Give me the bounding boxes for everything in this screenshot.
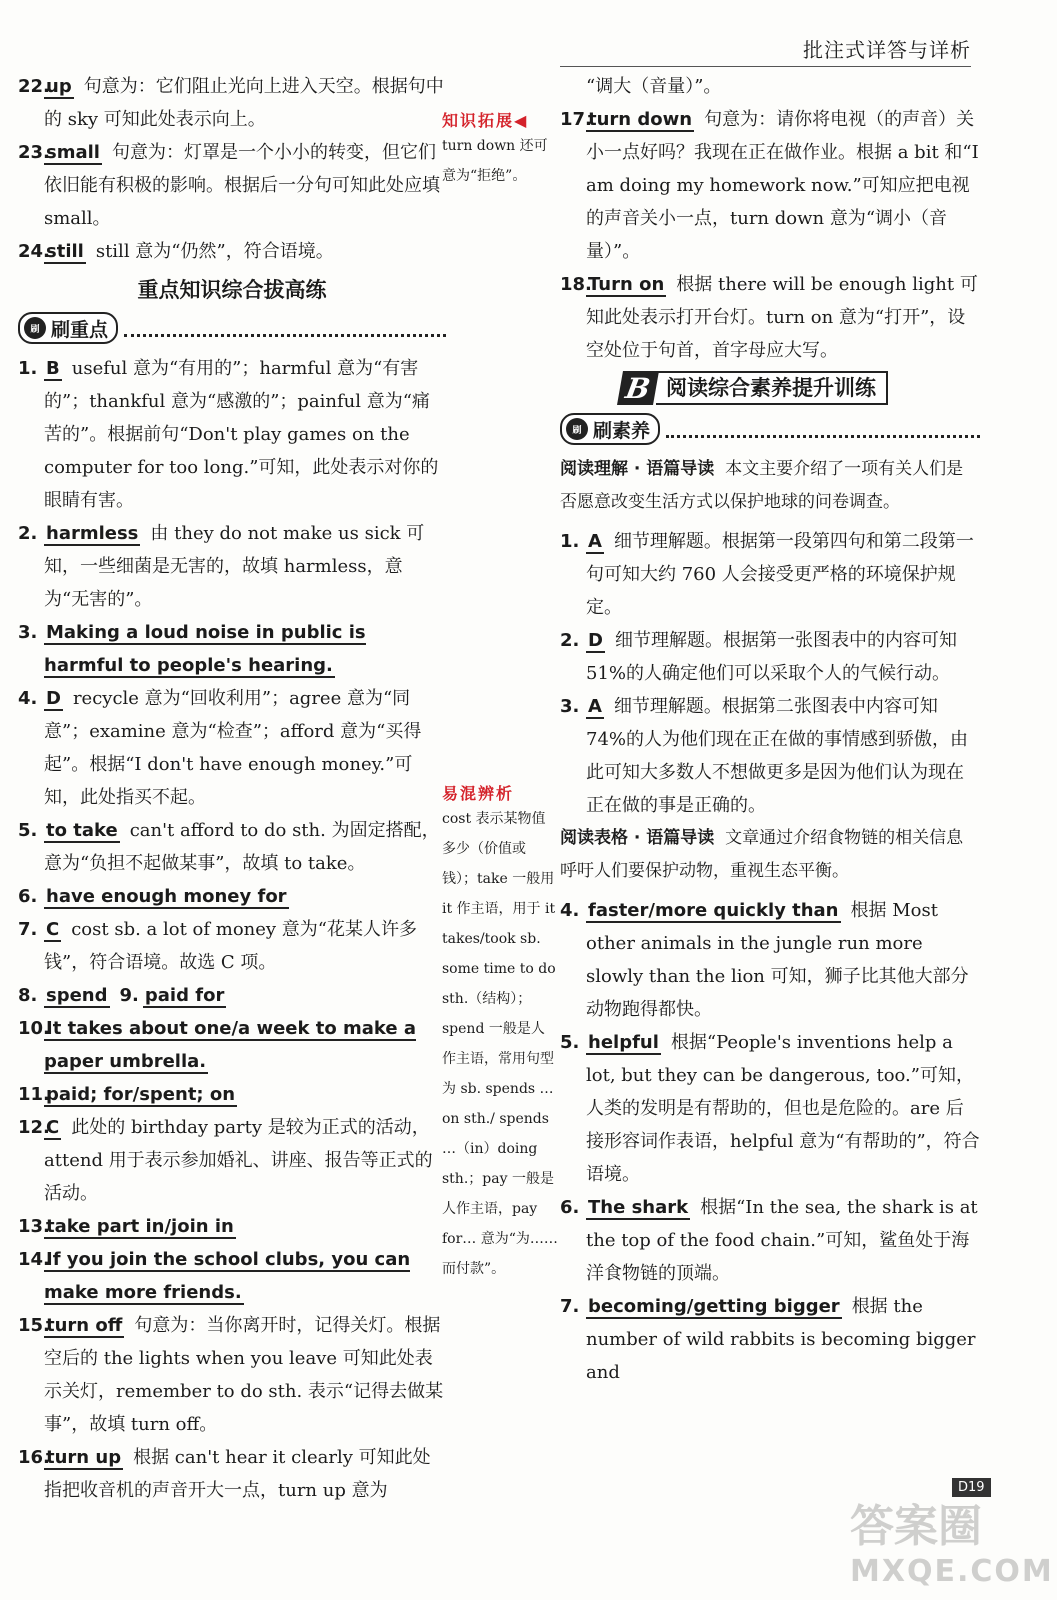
item-number: 10. [18, 1018, 50, 1039]
watermark: 答案圈 MXQE.COM [850, 1501, 1054, 1589]
reading-guide-2: 阅读表格 · 语篇导读 文章通过介绍食物链的相关信息呼吁人们要保护动物，重视生态平衡。 [560, 828, 964, 881]
answer-text: The shark [588, 1197, 689, 1218]
brush-icon: 刷 [566, 418, 588, 440]
answer-text: B [46, 358, 60, 379]
explanation-text: still 意为“仍然”，符合语境。 [95, 241, 334, 262]
item-number: 24. [18, 241, 50, 262]
item-number: 2. [18, 523, 38, 544]
item-number: 18. [560, 274, 592, 295]
answer-item [560, 1290, 980, 1389]
explanation-text: 句意为：请你将电视（的声音）关小一点好吗？我现在正在做作业。根据 a bit 和“I am doing my homework now.”可知应把电视的声音关小一点，turn down 意为“调小（音量）”。 [586, 109, 979, 262]
answer-item [560, 690, 980, 822]
item-number: 12. [18, 1117, 50, 1138]
left-top-items [18, 70, 446, 268]
item-number: 2. [560, 630, 580, 651]
answer-text: to take [46, 820, 118, 841]
item-number: 13. [18, 1216, 50, 1237]
answer-text: faster/more quickly than [588, 900, 839, 921]
item-number: 4. [560, 900, 580, 921]
item-number: 11. [18, 1084, 50, 1105]
item-number: 6. [18, 886, 38, 907]
answer-item [18, 1078, 446, 1111]
answer-text: D [46, 688, 61, 709]
dotted-divider [124, 320, 446, 337]
tag-key-points [18, 310, 446, 346]
answer-text: have enough money for [46, 886, 287, 907]
item-number: 14. [18, 1249, 50, 1270]
answer-item [18, 979, 446, 1012]
explanation-text: 细节理解题。根据第一段第四句和第二段第一句可知大约 760 人会接受更严格的环境保护规定。 [586, 531, 974, 618]
answer-text: turn off [46, 1315, 123, 1336]
explanation-text: 根据“In the sea, the shark is at the top of the food chain.”可知，鲨鱼处于海洋食物链的顶端。 [586, 1197, 978, 1284]
side-note-title: 知识拓展◀ [442, 111, 529, 130]
page-number: D19 [952, 1478, 991, 1497]
answer-item [18, 1243, 446, 1309]
explanation-text: 此处的 birthday party 是较为正式的活动，attend 用于表示参加婚礼、讲座、报告等正式的活动。 [44, 1117, 433, 1204]
banner-text: 阅读综合素养提升训练 [656, 371, 888, 405]
reading-guide-1: 阅读理解 · 语篇导读 本文主要介绍了一项有关人们是否愿意改变生活方式以保护地球的问卷调查。 [560, 459, 964, 512]
item-number: 7. [18, 919, 38, 940]
banner-letter: B [617, 371, 659, 405]
answer-item [560, 525, 980, 624]
section-title: 重点知识综合拔高练 [137, 278, 327, 302]
explanation-text: 由 they do not make us sick 可知，一些细菌是无害的，故填 harmless，意为“无害的”。 [44, 523, 425, 610]
item-number: 1. [560, 531, 580, 552]
answer-text: still [46, 241, 84, 262]
answer-item [560, 1026, 980, 1191]
answer-item [18, 682, 446, 814]
right-top-items [560, 103, 980, 367]
answer-text: It takes about one/a week to make a paper umbrella. [44, 1018, 416, 1072]
continued-text: “调大（音量）”。 [586, 76, 722, 97]
answer-item [560, 103, 980, 268]
answer-item [18, 880, 446, 913]
answer-item [18, 1012, 446, 1078]
left-items [18, 352, 446, 1507]
tag-label: 刷重点 [51, 318, 109, 341]
item-number: 16. [18, 1447, 50, 1468]
answer-text: harmless [46, 523, 139, 544]
answer-item [18, 1441, 446, 1507]
brush-icon: 刷 [24, 317, 46, 339]
explanation-text: 细节理解题。根据第一张图表中的内容可知 51%的人确定他们可以采取个人的气候行动。 [586, 630, 957, 684]
explanation-text: 根据“People's inventions help a lot, but they can be dangerous, too.”可知，人类的发明是有帮助的，但也是危险的。are 后接形容词作表语，helpful 意为“有帮助的”，符合语境。 [586, 1032, 980, 1185]
answer-text: If you join the school clubs, you can make more friends. [44, 1249, 411, 1303]
answer-item [18, 1210, 446, 1243]
item-number: 23. [18, 142, 50, 163]
tag-literacy [560, 411, 980, 447]
answer-item [18, 70, 446, 136]
dotted-divider [666, 421, 980, 438]
explanation-text: 细节理解题。根据第二张图表中内容可知 74%的人为他们现在正在做的事情感到骄傲，由此可知大多数人不想做更多是因为他们认为现在正在做的事是正确的。 [586, 696, 969, 816]
item-number: 3. [560, 696, 580, 717]
answer-item [560, 894, 980, 1026]
arrow-left-icon: ◀ [514, 111, 529, 130]
answer-text: A [588, 531, 602, 552]
side-note-confusables [442, 781, 558, 1284]
side-note-text: cost 表示某物值多少（价值或钱）；take 一般用 it 作主语，用于 it takes/took sb. some time to do sth.（结构）；spend 一般是人作主语，常用句型为 sb. spends … on sth./ spends …（in）doing sth.；pay 一般是人作主语，pay for… 意为“为……而付款”。 [442, 811, 558, 1277]
page-header-title: 批注式详答与详析 [803, 38, 971, 62]
explanation-text: 根据 the number of wild rabbits is becoming bigger and [586, 1296, 976, 1383]
item-number: 17. [560, 109, 592, 130]
item-number: 4. [18, 688, 38, 709]
answer-text: small [46, 142, 100, 163]
answer-item [18, 352, 446, 517]
item-number: 7. [560, 1296, 580, 1317]
answer-item [18, 814, 446, 880]
item-number: 9. [119, 985, 139, 1006]
answer-text: up [46, 76, 72, 97]
tag-label: 刷素养 [593, 419, 651, 442]
answer-text: helpful [588, 1032, 659, 1053]
side-note-title: 易混辨析 [442, 784, 515, 803]
answer-text: Turn on [588, 274, 665, 295]
answer-item [18, 517, 446, 616]
item-number: 5. [560, 1032, 580, 1053]
item-number: 8. [18, 985, 38, 1006]
left-column [18, 70, 446, 1507]
explanation-text: useful 意为“有用的”；harmful 意为“有害的”；thankful 意为“感激的”；painful 意为“痛苦的”。根据前句“Don't play games on the computer for too long.”可知，此处表示对你的眼睛有害。 [44, 358, 439, 511]
side-note-knowledge [442, 108, 558, 191]
answer-item [18, 1309, 446, 1441]
header-divider [560, 66, 971, 67]
answer-text: C [46, 1117, 60, 1138]
answer-text: D [588, 630, 603, 651]
explanation-text: recycle 意为“回收利用”；agree 意为“同意”；examine 意为“检查”；afford 意为“买得起”。根据“I don't have enough money.”可知，此处指买不起。 [44, 688, 422, 808]
item-number: 6. [560, 1197, 580, 1218]
section-banner [620, 371, 980, 405]
answer-text: becoming/getting bigger [588, 1296, 840, 1317]
explanation-text: 句意为：灯罩是一个小小的转变，但它们依旧能有积极的影响。根据后一分句可知此处应填 small。 [44, 142, 440, 229]
item-number: 22. [18, 76, 50, 97]
answer-item [18, 1111, 446, 1210]
answer-text: Making a loud noise in public is harmful to people's hearing. [44, 622, 366, 676]
explanation-text: 句意为：当你离开时，记得关灯。根据空后的 the lights when you leave 可知此处表示关灯，remember to do sth. 表示“记得去做某事”，故填 turn off。 [44, 1315, 444, 1435]
explanation-text: can't afford to do sth. 为固定搭配，意为“负担不起做某事”，故填 to take。 [44, 820, 440, 874]
tag-badge [560, 413, 660, 445]
item-number: 1. [18, 358, 38, 379]
explanation-text: 根据 there will be enough light 可知此处表示打开台灯。turn on 意为“打开”，设空处位于句首，首字母应大写。 [586, 274, 978, 361]
answer-text: A [588, 696, 602, 717]
answer-item [18, 136, 446, 235]
answer-item [18, 913, 446, 979]
right-bottom-items [560, 894, 980, 1389]
tag-badge [18, 312, 118, 344]
answer-text: turn up [46, 1447, 122, 1468]
answer-item [560, 268, 980, 367]
side-notes-column [442, 70, 558, 1284]
answer-text: paid for [144, 985, 225, 1006]
side-note-text: turn down 还可意为“拒绝”。 [442, 138, 548, 184]
answer-item [18, 235, 446, 268]
answer-text: take part in/join in [46, 1216, 234, 1237]
explanation-text: 句意为：它们阻止光向上进入天空。根据句中的 sky 可知此处表示向上。 [44, 76, 444, 130]
explanation-text: 根据 can't hear it clearly 可知此处指把收音机的声音开大一点，turn up 意为 [44, 1447, 431, 1501]
explanation-text: 根据 Most other animals in the jungle run more slowly than the lion 可知，狮子比其他大部分动物跑得都快。 [586, 900, 969, 1020]
explanation-text: cost sb. a lot of money 意为“花某人许多钱”，符合语境。故选 C 项。 [44, 919, 417, 973]
answer-item [18, 616, 446, 682]
answer-text: turn down [588, 109, 693, 130]
answer-item [560, 624, 980, 690]
answer-text: C [46, 919, 60, 940]
item-number: 15. [18, 1315, 50, 1336]
item-number: 5. [18, 820, 38, 841]
answer-text: paid; for/spent; on [46, 1084, 236, 1105]
answer-text: spend [46, 985, 108, 1006]
right-column [560, 70, 980, 1389]
right-mid-items [560, 525, 980, 822]
item-number: 3. [18, 622, 38, 643]
answer-item [560, 1191, 980, 1290]
